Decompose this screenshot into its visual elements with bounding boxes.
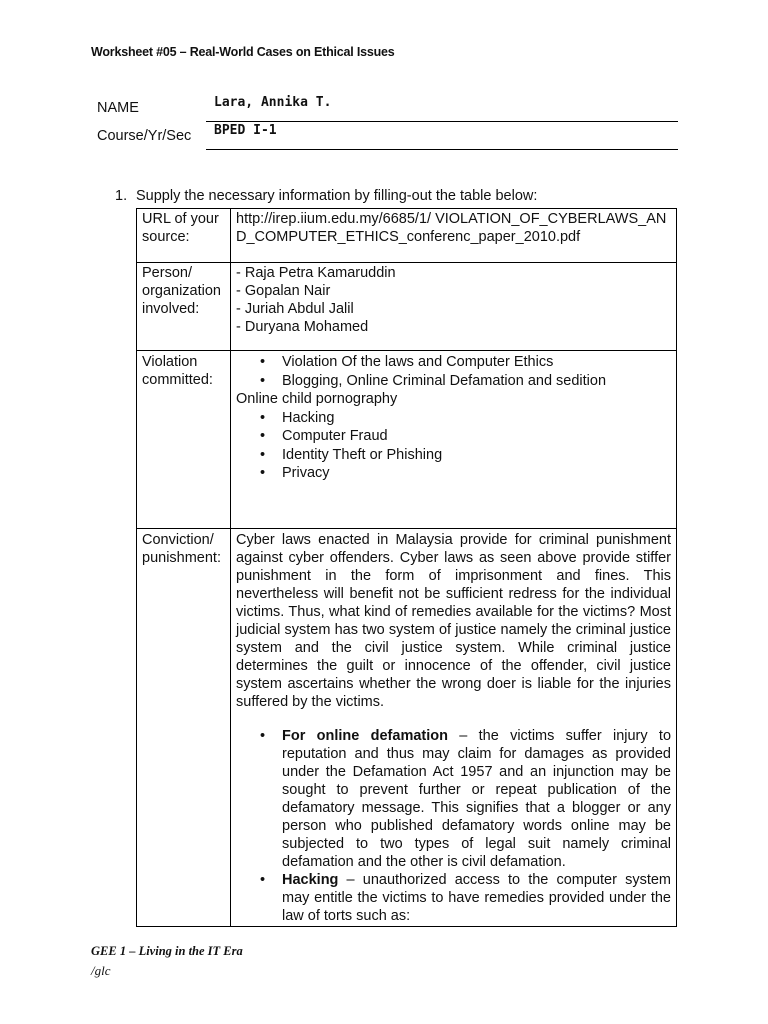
violation-list	[236, 409, 671, 483]
persons-cell	[231, 263, 677, 351]
remedy-item	[282, 871, 671, 925]
info-table	[136, 208, 677, 927]
table-row-violation	[137, 351, 677, 529]
violation-label: Violation committed:	[137, 351, 231, 529]
remedy-item	[282, 727, 671, 871]
table-row-conviction	[137, 529, 677, 927]
conviction-cell	[231, 529, 677, 927]
url-label: URL of your source:	[137, 209, 231, 263]
violation-item: • Blogging, Online Criminal Defamation and sedition	[282, 372, 671, 391]
footer-course: GEE 1 – Living in the IT Era	[91, 944, 243, 958]
persons-label: Person/ organization involved:	[137, 263, 231, 351]
person-item: - Raja Petra Kamaruddin	[236, 265, 396, 281]
person-item: - Duryana Mohamed	[236, 319, 369, 335]
instruction	[115, 188, 537, 204]
person-item: - Gopalan Nair	[236, 283, 331, 299]
course-value: BPED I-1	[214, 123, 277, 138]
table-row-persons	[137, 263, 677, 351]
violation-item: • Privacy	[282, 464, 671, 483]
remedy-text: – unauthorized access to the computer system may entitle the victims to have remedies provided under the law of torts such as:	[282, 872, 671, 924]
violation-cell	[231, 351, 677, 529]
remedy-title: For online defamation	[282, 728, 448, 744]
name-value: Lara, Annika T.	[214, 95, 332, 110]
remedy-list	[236, 727, 671, 925]
violation-item: • Computer Fraud	[282, 427, 671, 446]
remedy-text: – the victims suffer injury to reputation and thus may claim for damages as provided under the Defamation Act 1957 and an injunction may be sought to prevent further or repeat publication of the defamatory message. This signifies that a blogger or any person who published defamatory words online may be subjected to two types of legal suit namely criminal defamation and the other is civil defamation.	[282, 728, 672, 870]
name-underline	[206, 121, 678, 122]
remedy-title: Hacking	[282, 872, 339, 888]
footer-initials: /glc	[91, 963, 111, 978]
worksheet-title: Worksheet #05 – Real-World Cases on Ethical Issues	[91, 45, 395, 59]
violation-item: • Identity Theft or Phishing	[282, 446, 671, 465]
person-item: - Juriah Abdul Jalil	[236, 301, 354, 317]
table-row-url	[137, 209, 677, 263]
course-label: Course/Yr/Sec	[97, 128, 192, 144]
violation-plain: Online child pornography	[236, 391, 398, 407]
violation-item: • Hacking	[282, 409, 671, 428]
instruction-text: Supply the necessary information by filling-out the table below:	[136, 188, 538, 204]
violation-item: • Violation Of the laws and Computer Ethics	[282, 353, 671, 372]
course-underline	[206, 149, 678, 150]
conviction-paragraph: Cyber laws enacted in Malaysia provide for criminal punishment against cyber offenders. Cyber laws as seen above provide stiffer punishment in the form of imprisonment and fines. This nevertheless will benefit not be sufficient redress for the individual victims. Thus, what kind of remedies available for the victims? Most judicial system has two system of justice namely the criminal justice system and the civil justice system. While criminal justice determines the guilt or innocence of the offender, civil justice system ascertains whether the wrong doer is liable for the injuries suffered by the victims.	[236, 532, 671, 710]
instruction-number: 1.	[115, 188, 128, 204]
violation-list	[236, 353, 671, 390]
name-label: NAME	[97, 100, 139, 116]
conviction-label: Conviction/ punishment:	[137, 529, 231, 927]
url-value: http://irep.iium.edu.my/6685/1/ VIOLATION_OF_CYBERLAWS_AND_COMPUTER_ETHICS_conferenc_paper_2010.pdf	[231, 209, 677, 263]
